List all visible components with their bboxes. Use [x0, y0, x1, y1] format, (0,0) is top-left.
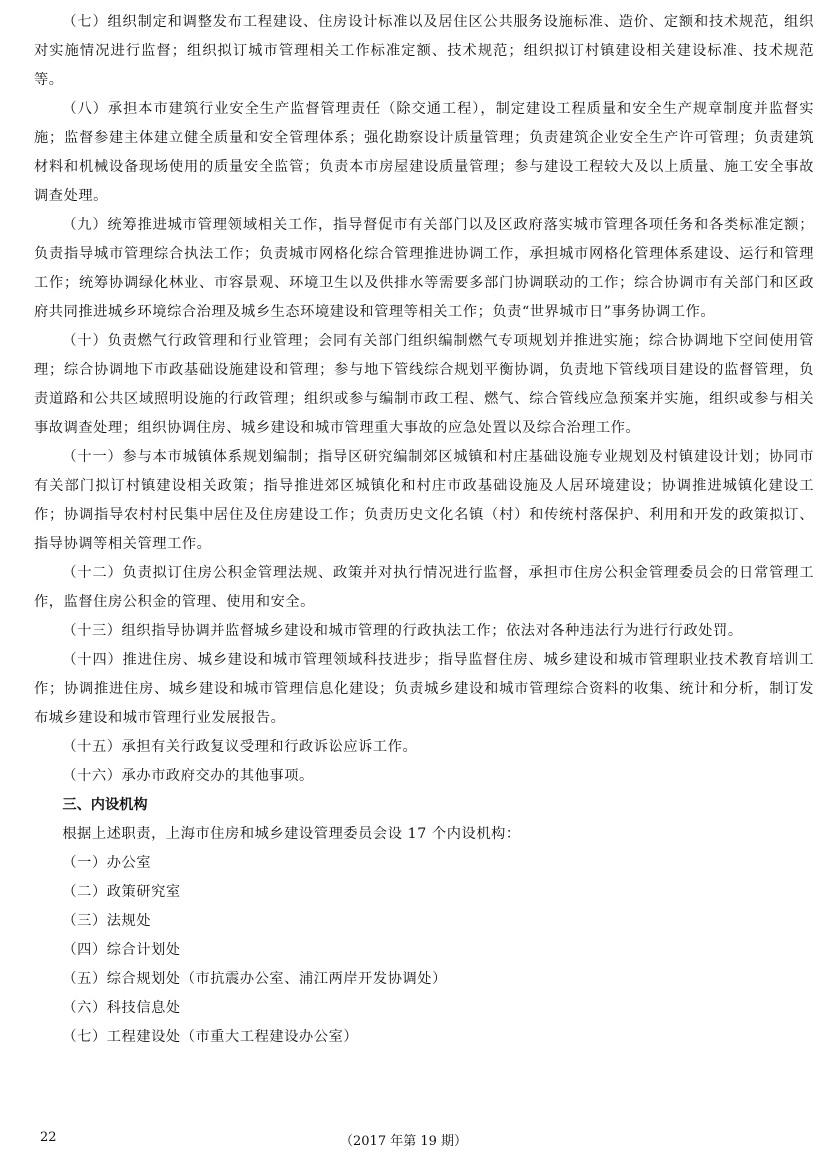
department-item: （四）综合计划处	[62, 942, 181, 958]
section-heading: 三、内设机构	[62, 797, 148, 813]
department-item: （一）办公室	[62, 855, 152, 871]
document-body	[34, 8, 814, 1052]
paragraph-15: （十五）承担有关行政复议受理和行政诉讼应诉工作。	[62, 739, 418, 755]
department-item: （五）综合规划处（市抗震办公室、浦江两岸开发协调处）	[62, 971, 447, 987]
paragraph-13: （十三）组织指导协调并监督城乡建设和城市管理的行政执法工作；依法对各种违法行为进行行政处罚。	[62, 623, 743, 639]
issue-label: （2017 年第 19 期）	[340, 1134, 468, 1149]
paragraph-7: （七）组织制定和调整发布工程建设、住房设计标准以及居住区公共服务设施标准、造价、定额和技术规范，组织对实施情况进行监督；组织拟订城市管理相关工作标准定额、技术规范；组织拟订村镇建设相关建设标准、技术规范等。	[34, 14, 814, 88]
department-item: （二）政策研究室	[62, 884, 181, 900]
paragraph-8: （八）承担本市建筑行业安全生产监督管理责任（除交通工程），制定建设工程质量和安全生产规章制度并监督实施；监督参建主体建立健全质量和安全管理体系；强化勘察设计质量管理；负责建筑企业安全生产许可管理；负责建筑材料和机械设备现场使用的质量安全监管；负责本市房屋建设质量管理；参与建设工程较大及以上质量、施工安全事故调查处理。	[34, 101, 814, 204]
paragraph-14: （十四）推进住房、城乡建设和城市管理领域科技进步；指导监督住房、城乡建设和城市管理职业技术教育培训工作；协调推进住房、城乡建设和城市管理信息化建设；负责城乡建设和城市管理综合资料的收集、统计和分析，制订发布城乡建设和城市管理行业发展报告。	[34, 652, 814, 726]
page-footer	[40, 1130, 800, 1154]
paragraph-12: （十二）负责拟订住房公积金管理法规、政策并对执行情况进行监督，承担市住房公积金管理委员会的日常管理工作，监督住房公积金的管理、使用和安全。	[34, 565, 814, 610]
paragraph-10: （十）负责燃气行政管理和行业管理；会同有关部门组织编制燃气专项规划并推进实施；综合协调地下空间使用管理；综合协调地下市政基础设施建设和管理；参与地下管线综合规划平衡协调，负责地下管线项目建设的监督管理，负责道路和公共区域照明设施的行政管理；组织或参与编制市政工程、燃气、综合管线应急预案并实施，组织或参与相关事故调查处理；组织协调住房、城乡建设和城市管理重大事故的应急处置以及综合治理工作。	[34, 333, 814, 436]
paragraph-11: （十一）参与本市城镇体系规划编制；指导区研究编制郊区城镇和村庄基础设施专业规划及村镇建设计划；协同市有关部门拟订村镇建设相关政策；指导推进郊区城镇化和村庄市政基础设施及人居环境建设；协调推进城镇化建设工作；协调指导农村村民集中居住及住房建设工作；负责历史文化名镇（村）和传统村落保护、利用和开发的政策拟订、指导协调等相关管理工作。	[34, 449, 814, 552]
section-intro: 根据上述职责，上海市住房和城乡建设管理委员会设 17 个内设机构：	[62, 826, 521, 842]
department-item: （三）法规处	[62, 913, 152, 929]
paragraph-16: （十六）承办市政府交办的其他事项。	[62, 768, 314, 784]
page-number: 22	[40, 1130, 57, 1145]
department-item: （六）科技信息处	[62, 1000, 181, 1016]
paragraph-9: （九）统筹推进城市管理领域相关工作，指导督促市有关部门以及区政府落实城市管理各项任务和各类标准定额；负责指导城市管理综合执法工作；负责城市网格化综合管理推进协调工作，承担城市网格化管理体系建设、运行和管理工作；统筹协调绿化林业、市容景观、环境卫生以及供排水等需要多部门协调联动的工作；综合协调市有关部门和区政府共同推进城乡环境综合治理及城乡生态环境建设和管理等相关工作；负责“世界城市日”事务协调工作。	[34, 217, 814, 320]
department-item: （七）工程建设处（市重大工程建设办公室）	[62, 1029, 359, 1045]
